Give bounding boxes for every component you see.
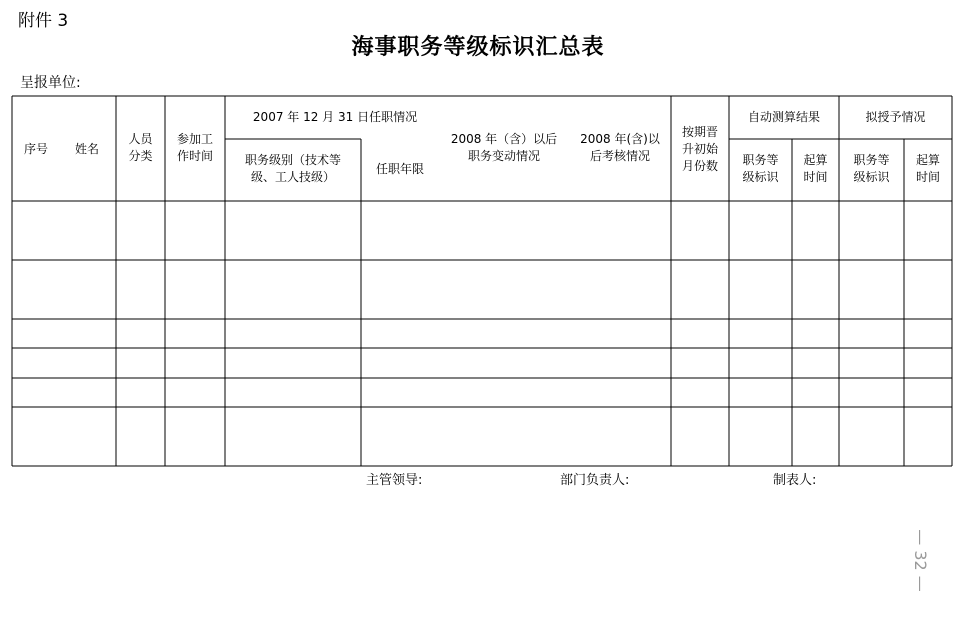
attachment-label: 附件 3 [18,11,69,31]
header-name: 姓名 [75,142,100,156]
page-title: 海事职务等级标识汇总表 [351,34,605,60]
table-row[interactable] [12,319,952,348]
header-changes-2008: 2008 年（含）以后 职务变动情况 [450,132,558,163]
table-row[interactable] [12,378,952,407]
header-tenure: 任职年限 [375,162,424,176]
header-proposed-rank-mark: 职务等 级标识 [853,153,890,184]
header-join-time: 参加工 作时间 [176,132,213,163]
header-category: 人员 分类 [128,132,153,163]
header-status-2007: 2007 年 12 月 31 日任职情况 [252,110,418,124]
table-row[interactable] [12,260,952,319]
header-proposed-start-time: 起算 时间 [915,153,940,184]
supervisor-label: 主管领导: [366,473,423,488]
header-position-level: 职务级别（技术等 级、工人技级） [244,153,341,184]
header-promotion-month: 按期晋 升初始 月份数 [681,125,718,173]
preparer-label: 制表人: [773,473,817,488]
page-number: — 32 — [910,528,930,592]
table-row[interactable] [12,407,952,466]
header-auto-result: 自动测算结果 [747,110,820,124]
table-row[interactable] [12,348,952,378]
header-auto-rank-mark: 职务等 级标识 [742,153,779,184]
header-proposed: 拟授予情况 [865,110,926,124]
header-seq: 序号 [24,142,49,156]
table-row[interactable] [12,201,952,260]
dept-head-label: 部门负责人: [560,473,630,488]
header-assessment-2008: 2008 年(含)以 后考核情况 [580,132,660,163]
reporting-unit-label: 呈报单位: [20,75,81,91]
header-auto-start-time: 起算 时间 [803,153,828,184]
